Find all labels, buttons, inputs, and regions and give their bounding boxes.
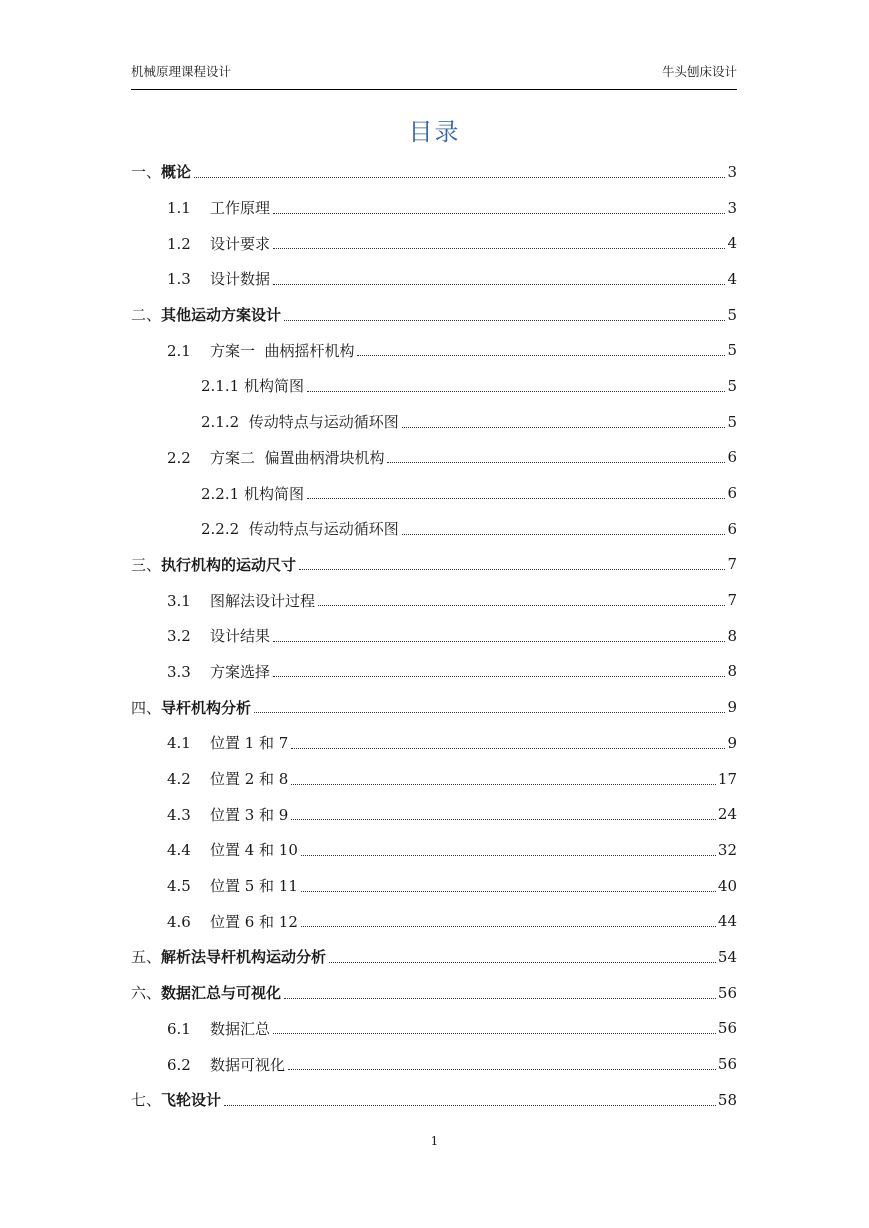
toc-entry-number: 2.2.2 [201, 520, 240, 539]
toc-entry-separator [191, 734, 210, 752]
toc-page-number: 9 [727, 733, 737, 752]
toc-entry-number: 一、 [131, 163, 162, 182]
toc-dot-leader [273, 283, 726, 285]
toc-entry[interactable] [131, 1082, 737, 1118]
toc-title: 目录 [408, 118, 461, 146]
toc-entry-number: 1.2 [167, 234, 191, 253]
toc-page-number: 8 [727, 662, 737, 681]
header-project-title: 牛头刨床设计 [661, 64, 737, 79]
toc-dot-leader [288, 1068, 716, 1070]
toc-entry[interactable] [131, 832, 737, 868]
toc-entry-separator [191, 841, 210, 859]
toc-page-number: 6 [727, 519, 737, 538]
toc-entry-number: 五、 [131, 948, 162, 967]
toc-page-number: 4 [727, 269, 737, 288]
toc-entry-separator [191, 1020, 210, 1038]
toc-entry-number: 4.5 [167, 877, 191, 896]
toc-entry-separator [191, 663, 210, 681]
toc-entry-number: 二、 [131, 306, 162, 325]
toc-entry-text: 数据汇总与可视化 [161, 984, 282, 1003]
toc-entry-label [167, 661, 272, 682]
toc-entry-number: 6.1 [167, 1019, 191, 1038]
toc-entry-label [167, 590, 317, 611]
toc-entry-text: 位置 1 和 7 [209, 734, 289, 753]
toc-dot-leader [224, 1104, 716, 1106]
toc-entry-separator [191, 877, 210, 895]
toc-entry-number: 2.1.1 [201, 377, 240, 396]
toc-dot-leader [402, 533, 726, 535]
toc-entry-separator [191, 235, 210, 253]
toc-dot-leader [318, 604, 726, 606]
toc-entry-label [131, 304, 283, 325]
toc-entry[interactable] [131, 404, 737, 440]
toc-page-number: 56 [717, 1019, 737, 1038]
header-course-title: 机械原理课程设计 [131, 64, 232, 79]
toc-dot-leader [402, 426, 726, 428]
toc-entry-text: 执行机构的运动尺寸 [161, 555, 297, 574]
toc-page-number: 54 [717, 947, 737, 966]
toc-entry[interactable] [131, 796, 737, 832]
toc-entry-label [167, 447, 386, 468]
toc-entry-separator [191, 449, 210, 467]
toc-dot-leader [291, 783, 716, 785]
toc-entry-number: 四、 [131, 698, 162, 717]
toc-entry-text: 方案二 偏置曲柄滑块机构 [209, 448, 385, 467]
toc-entry-separator [191, 806, 210, 824]
toc-entry-separator [191, 270, 210, 288]
toc-dot-leader [284, 997, 716, 999]
toc-entry-label [167, 268, 272, 289]
toc-entry-label [167, 839, 300, 860]
toc-page-number: 56 [717, 983, 737, 1002]
toc-entry[interactable] [131, 903, 737, 939]
toc-page-number: 6 [727, 484, 737, 503]
toc-page-number: 5 [727, 376, 737, 395]
toc-dot-leader [273, 675, 726, 677]
toc-entry[interactable] [131, 582, 737, 618]
header-rule [131, 89, 737, 90]
toc-entry[interactable] [131, 225, 737, 261]
toc-dot-leader [273, 1032, 716, 1034]
toc-entry-number: 4.3 [167, 805, 191, 824]
toc-entry-number: 4.4 [167, 841, 191, 860]
toc-entry-label [201, 518, 401, 539]
toc-page-number: 40 [717, 876, 737, 895]
toc-entry-number: 6.2 [167, 1055, 191, 1074]
toc-page-number: 6 [727, 448, 737, 467]
toc-entry[interactable] [131, 475, 737, 511]
toc-entry-number: 3.2 [167, 627, 191, 646]
toc-dot-leader [273, 247, 726, 249]
toc-page-number: 3 [727, 198, 737, 217]
toc-entry-number: 三、 [131, 555, 162, 574]
toc-entry-separator [239, 413, 249, 431]
toc-entry-separator [191, 770, 210, 788]
toc-entry-text: 机构简图 [243, 377, 304, 396]
toc-entry-text: 位置 4 和 10 [209, 841, 298, 860]
toc-page-number: 7 [727, 591, 737, 610]
toc-entry-text: 方案一 曲柄摇杆机构 [209, 341, 355, 360]
toc-dot-leader [291, 818, 716, 820]
toc-entry-number: 六、 [131, 984, 162, 1003]
toc-page-number: 4 [727, 234, 737, 253]
toc-page-number: 32 [717, 840, 737, 859]
toc-dot-leader [273, 640, 726, 642]
toc-entry-text: 位置 2 和 8 [209, 770, 289, 789]
toc-entry[interactable] [131, 368, 737, 404]
toc-entry-text: 概论 [161, 163, 192, 182]
toc-entry-label [167, 911, 300, 932]
toc-entry-label [131, 982, 283, 1003]
toc-page-number: 5 [727, 341, 737, 360]
toc-page-number: 5 [727, 412, 737, 431]
toc-entry-text: 图解法设计过程 [209, 591, 315, 610]
toc-entry-label [167, 233, 272, 254]
toc-page-number: 9 [727, 698, 737, 717]
toc-dot-leader [291, 747, 725, 749]
toc-entry-separator [191, 1056, 210, 1074]
page-header [131, 62, 737, 82]
toc-entry[interactable] [131, 297, 737, 333]
toc-dot-leader [194, 176, 725, 178]
toc-page-number: 58 [717, 1090, 737, 1109]
toc-entry-separator [191, 199, 210, 217]
toc-entry-number: 2.1 [167, 341, 191, 360]
toc-entry-text: 设计要求 [209, 234, 270, 253]
toc-dot-leader [301, 890, 716, 892]
toc-dot-leader [329, 961, 716, 963]
toc-entry[interactable] [131, 975, 737, 1011]
toc-entry-text: 其他运动方案设计 [161, 306, 282, 325]
toc-entry-number: 2.2 [167, 448, 191, 467]
toc-entry-text: 位置 6 和 12 [209, 912, 298, 931]
toc-entry-text: 位置 5 和 11 [209, 877, 298, 896]
toc-entry-number: 1.1 [167, 199, 191, 218]
toc-dot-leader [273, 212, 726, 214]
toc-page-number: 44 [717, 912, 737, 931]
toc-entry-separator [191, 627, 210, 645]
toc-entry[interactable] [131, 332, 737, 368]
toc-entry[interactable] [131, 939, 737, 975]
toc-entry-number: 3.1 [167, 591, 191, 610]
toc-entry-text: 工作原理 [209, 199, 270, 218]
toc-entry-label [167, 1054, 287, 1075]
toc-entry-text: 设计结果 [209, 627, 270, 646]
toc-entry-label [131, 161, 193, 182]
toc-entry-separator [191, 913, 210, 931]
toc-entry-number: 4.1 [167, 734, 191, 753]
toc-entry-label [167, 197, 272, 218]
toc-entry[interactable] [131, 725, 737, 761]
toc-entry-text: 导杆机构分析 [161, 698, 252, 717]
toc-entry[interactable] [131, 511, 737, 547]
toc-page-number: 3 [727, 162, 737, 181]
toc-entry-number: 4.6 [167, 912, 191, 931]
toc-entry-label [167, 804, 290, 825]
toc-entry-label [167, 1018, 272, 1039]
toc-entry-text: 机构简图 [243, 484, 304, 503]
toc-entry-label [131, 697, 253, 718]
toc-dot-leader [299, 568, 725, 570]
page-number: 1 [430, 1134, 439, 1148]
toc-entry-text: 飞轮设计 [161, 1091, 222, 1110]
toc-entry-label [167, 340, 356, 361]
toc-entry[interactable] [131, 761, 737, 797]
toc-entry-separator [191, 592, 210, 610]
toc-dot-leader [387, 461, 725, 463]
toc-entry-label [201, 483, 306, 504]
toc-entry-label [131, 1089, 223, 1110]
toc-entry-number: 2.1.2 [201, 413, 240, 432]
toc-page-number: 17 [717, 769, 737, 788]
toc-dot-leader [307, 390, 725, 392]
toc-entry-label [167, 768, 290, 789]
toc-entry[interactable] [131, 440, 737, 476]
toc-entry-label [131, 946, 328, 967]
toc-entry-separator [191, 342, 210, 360]
toc-entry-number: 七、 [131, 1091, 162, 1110]
toc-page-number: 56 [717, 1055, 737, 1074]
toc-entry-number: 4.2 [167, 770, 191, 789]
toc-entry[interactable] [131, 190, 737, 226]
toc-page-number: 24 [717, 805, 737, 824]
toc-entry-number: 3.3 [167, 662, 191, 681]
toc-dot-leader [254, 711, 725, 713]
toc-entry-number: 1.3 [167, 270, 191, 289]
toc-entry-label [201, 375, 306, 396]
toc-entry-label [167, 732, 290, 753]
toc-entry-label [167, 875, 300, 896]
toc-page-number: 7 [727, 555, 737, 574]
toc-dot-leader [284, 319, 725, 321]
toc-entry[interactable] [131, 547, 737, 583]
toc-entry-label [201, 411, 401, 432]
toc-entry[interactable] [131, 1046, 737, 1082]
toc-entry[interactable] [131, 154, 737, 190]
toc-entry-text: 传动特点与运动循环图 [248, 413, 399, 432]
toc-dot-leader [307, 497, 725, 499]
toc-entry-number: 2.2.1 [201, 484, 240, 503]
toc-entry[interactable] [131, 654, 737, 690]
toc-entry-label [167, 625, 272, 646]
toc-entry-text: 设计数据 [209, 270, 270, 289]
toc-entry-text: 方案选择 [209, 662, 270, 681]
page-footer [0, 1134, 869, 1148]
toc-entry[interactable] [131, 1011, 737, 1047]
toc-page-number: 8 [727, 626, 737, 645]
table-of-contents [131, 154, 737, 1118]
toc-entry-separator [239, 520, 249, 538]
toc-dot-leader [301, 854, 716, 856]
toc-entry-label [131, 554, 298, 575]
toc-entry[interactable] [131, 261, 737, 297]
toc-entry-text: 数据可视化 [209, 1055, 285, 1074]
toc-entry[interactable] [131, 618, 737, 654]
toc-dot-leader [357, 354, 725, 356]
toc-dot-leader [301, 925, 716, 927]
toc-entry-text: 数据汇总 [209, 1019, 270, 1038]
toc-entry-text: 传动特点与运动循环图 [248, 520, 399, 539]
toc-entry[interactable] [131, 868, 737, 904]
toc-entry-text: 位置 3 和 9 [209, 805, 289, 824]
toc-entry-text: 解析法导杆机构运动分析 [161, 948, 327, 967]
toc-entry[interactable] [131, 689, 737, 725]
toc-page-number: 5 [727, 305, 737, 324]
